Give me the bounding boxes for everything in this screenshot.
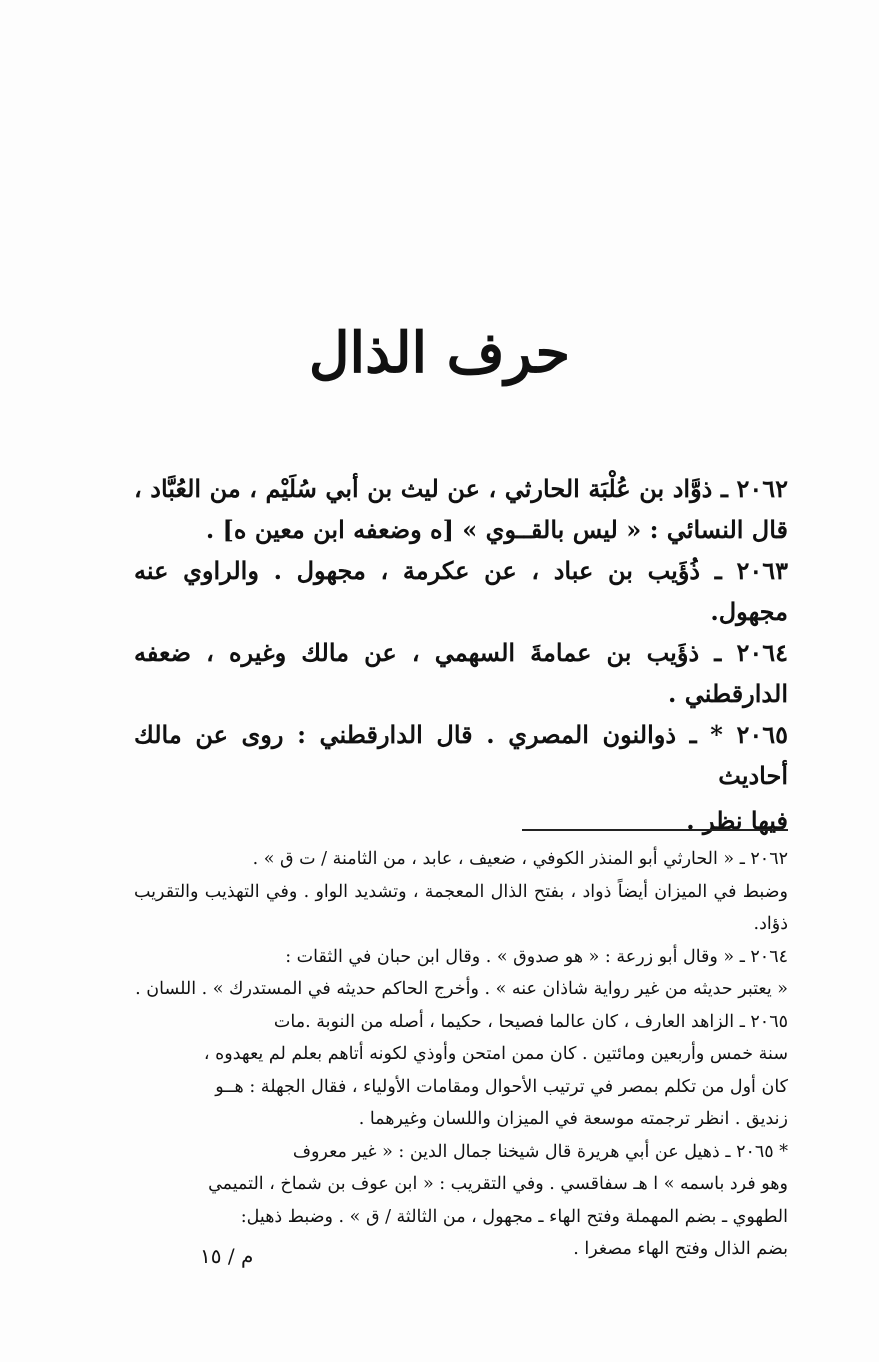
footnote-line: ٢٠٦٢ ـ « الحارثي أبو المنذر الكوفي ، ضعيف ، عابد ، من الثامنة / ت ق » . <box>252 849 788 869</box>
footnote-line: ٢٠٦٥ ـ الزاهد العارف ، كان عالما فصيحا ، حكيما ، أصله من النوبة .مات <box>273 1011 788 1032</box>
footnote-line: ٢٠٦٤ ـ « وقال أبو زرعة : « هو صدوق » . وقال ابن حبان في الثقات : <box>285 946 788 967</box>
entry-text: ـ ذوالنون المصري . قال الدارقطني : روى عن مالك أحاديث <box>134 720 788 790</box>
footnote-divider <box>522 829 788 831</box>
entry-text: ـ ذوَّاد بن عُلْبَة الحارثي ، عن ليث بن أبي سُلَيْم ، من العُبَّاد ، قال النسائي : « ليس بالقــوي » [ه وضعفه ابن معين ه] . <box>134 474 788 544</box>
footnote-line: وهو فرد باسمه » ا هـ سفاقسي . وفي التقريب : « ابن عوف بن شماخ ، التميمي <box>208 1174 788 1194</box>
entry-number: ٢٠٦٤ <box>736 638 789 667</box>
main-text <box>134 468 788 841</box>
footnotes <box>134 843 788 1266</box>
footnote-line: سنة خمس وأربعين ومائتين . كان ممن امتحن وأوذي لكونه أتاهم بعلم لم يعهدوه ، <box>203 1044 788 1064</box>
entry-2065 <box>134 714 788 841</box>
page-number: م / ١٥ <box>200 1244 254 1268</box>
chapter-title: حرف الذال <box>308 320 571 386</box>
footnote-2065 <box>134 1006 788 1136</box>
footnote-line: وضبط في الميزان أيضاً ذواد ، بفتح الذال المعجمة ، وتشديد الواو . وفي التهذيب والتقريب ذؤاد. <box>134 881 788 934</box>
footnote-line: كان أول من تكلم بمصر في ترتيب الأحوال ومقامات الأولياء ، فقال الجهلة : هــو <box>215 1076 788 1097</box>
footnote-line: « يعتبر حديثه من غير رواية شاذان عنه » . وأخرج الحاكم حديثه في المستدرك » . اللسان . <box>135 979 788 999</box>
entry-2062 <box>134 468 788 550</box>
footnote-line: زنديق . انظر ترجمته موسعة في الميزان واللسان وغيرهما . <box>358 1109 788 1129</box>
entry-number: ٢٠٦٥ * <box>710 720 789 749</box>
entry-2063 <box>134 550 788 632</box>
entry-number: ٢٠٦٢ <box>736 474 788 503</box>
footnote-line: بضم الذال وفتح الهاء مصغرا . <box>573 1239 788 1259</box>
footnote-line: الطهوي ـ بضم المهملة وفتح الهاء ـ مجهول ، من الثالثة / ق » . وضبط ذهيل: <box>240 1206 788 1227</box>
entry-text: ـ ذُؤَيب بن عباد ، عن عكرمة ، مجهول . والراوي عنه مجهول. <box>134 556 788 626</box>
footnote-line: * ٢٠٦٥ ـ ذهيل عن أبي هريرة قال شيخنا جمال الدين : « غير معروف <box>292 1141 788 1162</box>
footnote-2062 <box>134 843 788 941</box>
footnote-2064 <box>134 941 788 1006</box>
entry-continuation: فيها نظر . <box>686 806 788 835</box>
entry-number: ٢٠٦٣ <box>736 556 788 585</box>
entry-2064 <box>134 632 788 714</box>
entry-text: ـ ذؤَيب بن عمامةَ السهمي ، عن مالك وغيره ، ضعفه الدارقطني . <box>134 638 788 708</box>
